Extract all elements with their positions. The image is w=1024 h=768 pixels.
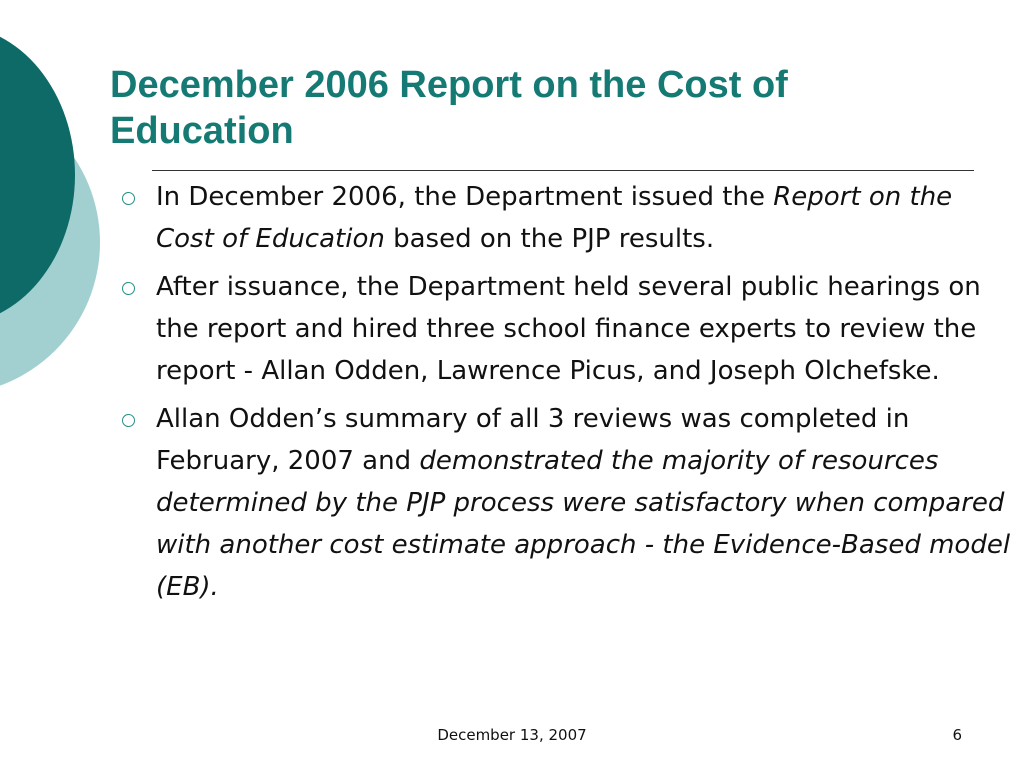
- page-number: 6: [952, 726, 962, 744]
- bullet-2-text: After issuance, the Department held several public hearings on the report and hired three school finance experts to review the report - Allan Odden, Lawrence Picus, and Joseph Olchefske.: [156, 272, 981, 386]
- bullet-item-1: [120, 176, 1018, 260]
- bullet-item-3: [120, 398, 1018, 608]
- bullet-1-text: In December 2006, the Department issued the: [156, 182, 774, 212]
- bullet-1-italic-text: Report on the Cost of Education: [156, 182, 953, 254]
- hollow-circle-bullet-icon: [122, 282, 135, 295]
- title-divider: [152, 170, 974, 171]
- bullet-3-text: Allan Odden’s summary of all 3 reviews was completed in February, 2007 and: [156, 404, 910, 476]
- hollow-circle-bullet-icon: [122, 192, 135, 205]
- bullet-1-text-end: based on the PJP results.: [384, 224, 715, 254]
- bullet-list: [120, 176, 1018, 614]
- bullet-3-italic-text: demonstrated the majority of resources determined by the PJP process were satisfactory when compared with another cost estimate approach - the Evidence-Based model (EB).: [156, 446, 1011, 602]
- bullet-item-2: [120, 266, 1018, 392]
- hollow-circle-bullet-icon: [122, 414, 135, 427]
- slide-title: December 2006 Report on the Cost of Education: [110, 64, 788, 152]
- footer-date: December 13, 2007: [437, 726, 587, 744]
